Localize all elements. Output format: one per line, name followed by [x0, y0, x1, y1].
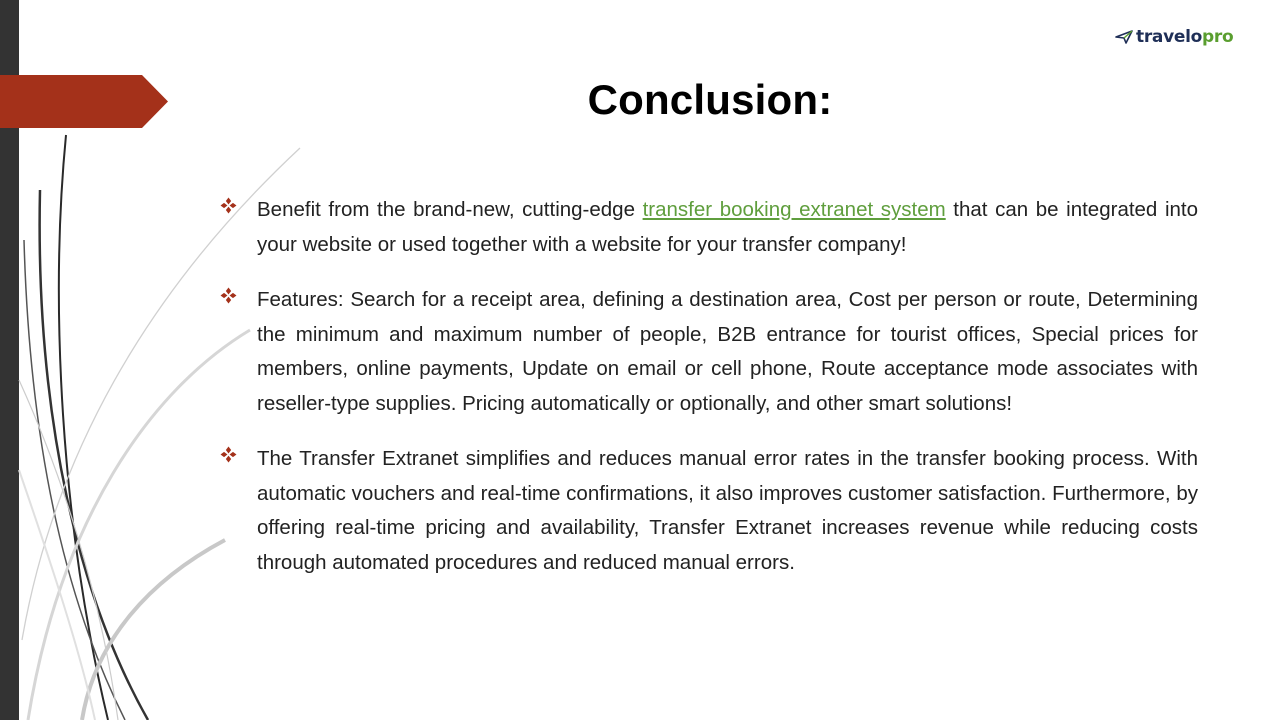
paper-plane-icon [1115, 30, 1133, 44]
bullet-text: Features: Search for a receipt area, defining a destination area, Cost per person or route, Determining the minimum and maximum number of people, B2B entrance for tourist offices, Special prices for members, online payments, Update on email or cell phone, Route acceptance mode associates with reseller-type supplies. Pricing automatically or optionally, and other smart solutions! [257, 288, 1198, 415]
diamond-bullet-icon [220, 193, 257, 219]
diamond-bullet-icon [220, 442, 257, 468]
transfer-booking-extranet-link[interactable]: transfer booking extranet system [642, 198, 946, 221]
diamond-bullet-icon [220, 283, 257, 309]
bullet-item-extranet-benefits [220, 442, 1198, 580]
bullet-text: The Transfer Extranet simplifies and reduces manual error rates in the transfer booking process. With automatic vouchers and real-time confirmations, it also improves customer satisfaction. Furthermore, by offering real-time pricing and availability, Transfer Extranet increases revenue while reducing costs through automated procedures and reduced manual errors. [257, 447, 1198, 574]
bullet-item-benefit [220, 193, 1198, 262]
slide-title: Conclusion: [587, 76, 833, 123]
bullet-text: Benefit from the brand-new, cutting-edge transfer booking extranet system that can be integrated into your website or used together with a website for your transfer company! [257, 198, 1198, 256]
bullet-item-features [220, 283, 1198, 421]
bullet-list [220, 193, 1198, 601]
logo-wordmark: travelopro [1136, 27, 1234, 47]
travelopro-logo [1115, 24, 1260, 50]
